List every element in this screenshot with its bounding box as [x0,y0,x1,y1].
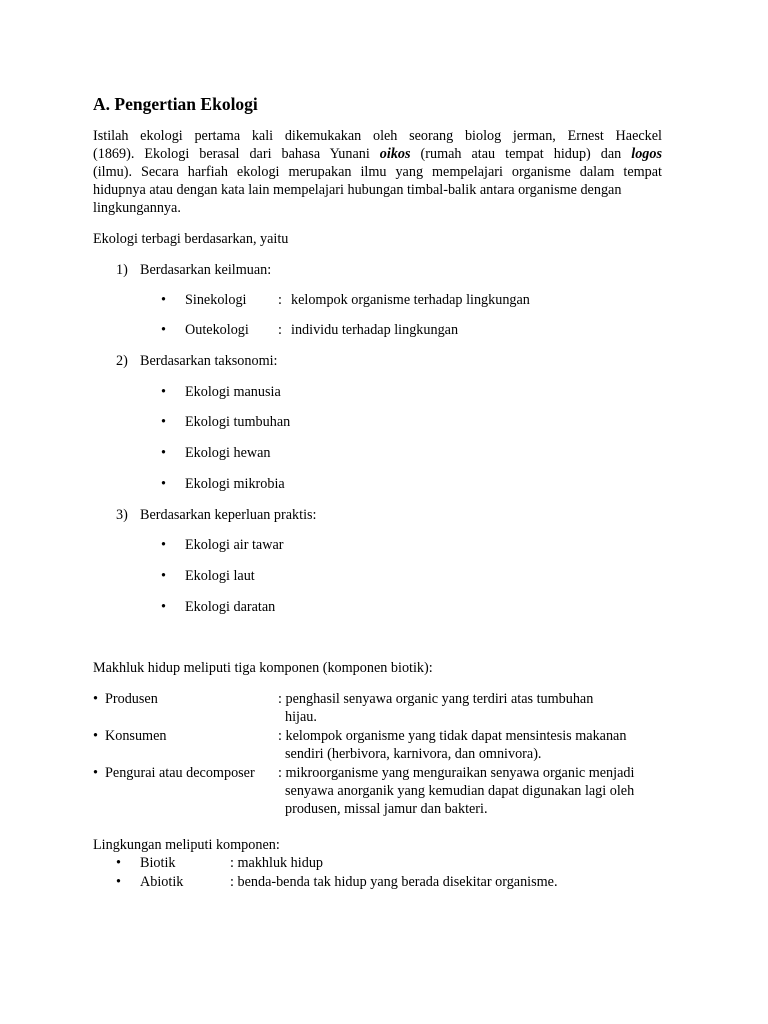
term-oikos: oikos [379,146,411,162]
bullet: • [161,322,166,338]
bullet: • [161,537,166,553]
intro-line-5: lingkungannya. [93,200,181,216]
env-term: Abiotik [140,874,184,890]
biotic-desc: : kelompok organisme yang tidak dapat mensintesis makanan [278,728,627,744]
bullet: • [161,384,166,400]
list-item: Ekologi air tawar [185,537,284,553]
intro-line-4: hidupnya atau dengan kata lain mempelajari hubungan timbal-balik antara organisme dengan [93,182,622,198]
item-separator: : [278,292,282,308]
intro-line-1: Istilah ekologi pertama kali dikemukakan oleh seorang biolog jerman, Ernest Haeckel [93,128,662,144]
list-item: Ekologi hewan [185,445,271,461]
item-description: kelompok organisme terhadap lingkungan [291,292,530,308]
list-item: Ekologi daratan [185,599,276,615]
section-title: A. Pengertian Ekologi [93,94,258,114]
intro-line-3: (ilmu). Secara harfiah ekologi merupakan ilmu yang mempelajari organisme dalam tempat [93,164,662,180]
bullet: • [161,445,166,461]
list-item: Ekologi mikrobia [185,476,285,492]
biotic-term: Konsumen [105,728,167,744]
env-term: Biotik [140,855,176,871]
bullet: • [116,874,121,890]
biotic-desc: : penghasil senyawa organic yang terdiri atas tumbuhan [278,691,594,707]
group-2-label: Berdasarkan taksonomi: [140,353,278,369]
env-desc: : benda-benda tak hidup yang berada disekitar organisme. [230,874,558,890]
item-term: Outekologi [185,322,249,338]
bullet: • [161,599,166,615]
group-2-number: 2) [116,353,128,369]
item-description: individu terhadap lingkungan [291,322,459,338]
bullet: • [161,476,166,492]
biotic-desc: : mikroorganisme yang menguraikan senyawa organic menjadi [278,765,635,781]
list-item: Ekologi manusia [185,384,281,400]
biotic-desc: senyawa anorganik yang kemudian dapat digunakan lagi oleh [285,783,635,799]
intro-line-2 [93,145,662,163]
env-intro: Lingkungan meliputi komponen: [93,837,280,853]
division-intro: Ekologi terbagi berdasarkan, yaitu [93,231,289,247]
bullet: • [161,568,166,584]
group-3-number: 3) [116,507,128,523]
item-term: Sinekologi [185,292,247,308]
bullet: • [93,765,98,781]
intro-line-2-text-b: (rumah atau tempat hidup) dan [410,146,632,162]
list-item: Ekologi tumbuhan [185,414,291,430]
biotic-term: Produsen [105,691,158,707]
env-desc: : makhluk hidup [230,855,324,871]
list-item: Ekologi laut [185,568,255,584]
biotic-desc: produsen, missal jamur dan bakteri. [285,801,488,817]
biotic-desc: sendiri (herbivora, karnivora, dan omnivora). [285,746,542,762]
term-logos: logos [631,146,662,162]
item-separator: : [278,322,282,338]
bullet: • [161,414,166,430]
bullet: • [93,691,98,707]
biotic-term: Pengurai atau decomposer [105,765,255,781]
group-3-label: Berdasarkan keperluan praktis: [140,507,317,523]
intro-paragraph [93,127,662,217]
bullet: • [161,292,166,308]
bullet: • [93,728,98,744]
bullet: • [116,855,121,871]
group-1-label: Berdasarkan keilmuan: [140,262,272,278]
intro-line-2-text-a: (1869). Ekologi berasal dari bahasa Yunani [93,146,380,162]
group-1-number: 1) [116,262,128,278]
biotic-desc: hijau. [285,709,317,725]
biotic-intro: Makhluk hidup meliputi tiga komponen (komponen biotik): [93,660,433,676]
